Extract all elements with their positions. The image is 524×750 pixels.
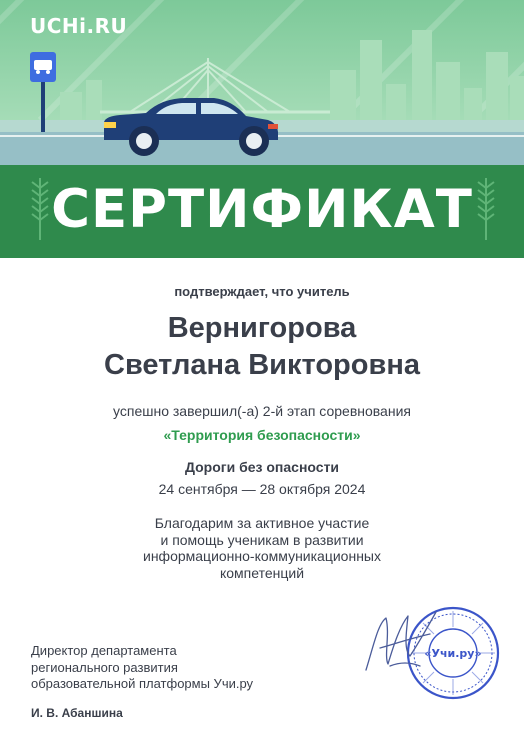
seal-label: «Учи.ру» (424, 647, 482, 660)
teacher-given-names: Светлана Викторовна (104, 349, 420, 381)
certificate-header (0, 0, 524, 258)
confirm-text: подтверждает, что учитель (174, 284, 350, 299)
thanks-line: и помощь ученикам в развитии (160, 531, 364, 548)
director-line: Директор департамента (31, 643, 177, 658)
thanks-line: информационно-коммуникационных (143, 548, 381, 564)
certificate-title: СЕРТИФИКАТ (51, 179, 473, 240)
event-dates: 24 сентября — 28 октября 2024 (158, 481, 366, 497)
thanks-line: Благодарим за активное участие (154, 515, 370, 531)
thanks-text (0, 515, 524, 581)
event-name: Дороги без опасности (184, 459, 340, 475)
handwritten-signature (360, 604, 442, 680)
teacher-surname: Вернигорова (167, 312, 357, 344)
competition-name: «Территория безопасности» (163, 427, 361, 443)
director-line: регионального развития (31, 659, 178, 675)
completion-text: успешно завершил(-а) 2-й этап соревнования (113, 403, 411, 419)
director-line: образовательной платформы Учи.ру (31, 676, 254, 691)
thanks-line: компетенций (219, 564, 305, 581)
uchi-logo: UCHi.RU (30, 14, 128, 38)
director-title (31, 643, 253, 693)
signer-name: И. В. Абаншина (31, 706, 123, 720)
teacher-name (0, 310, 524, 384)
